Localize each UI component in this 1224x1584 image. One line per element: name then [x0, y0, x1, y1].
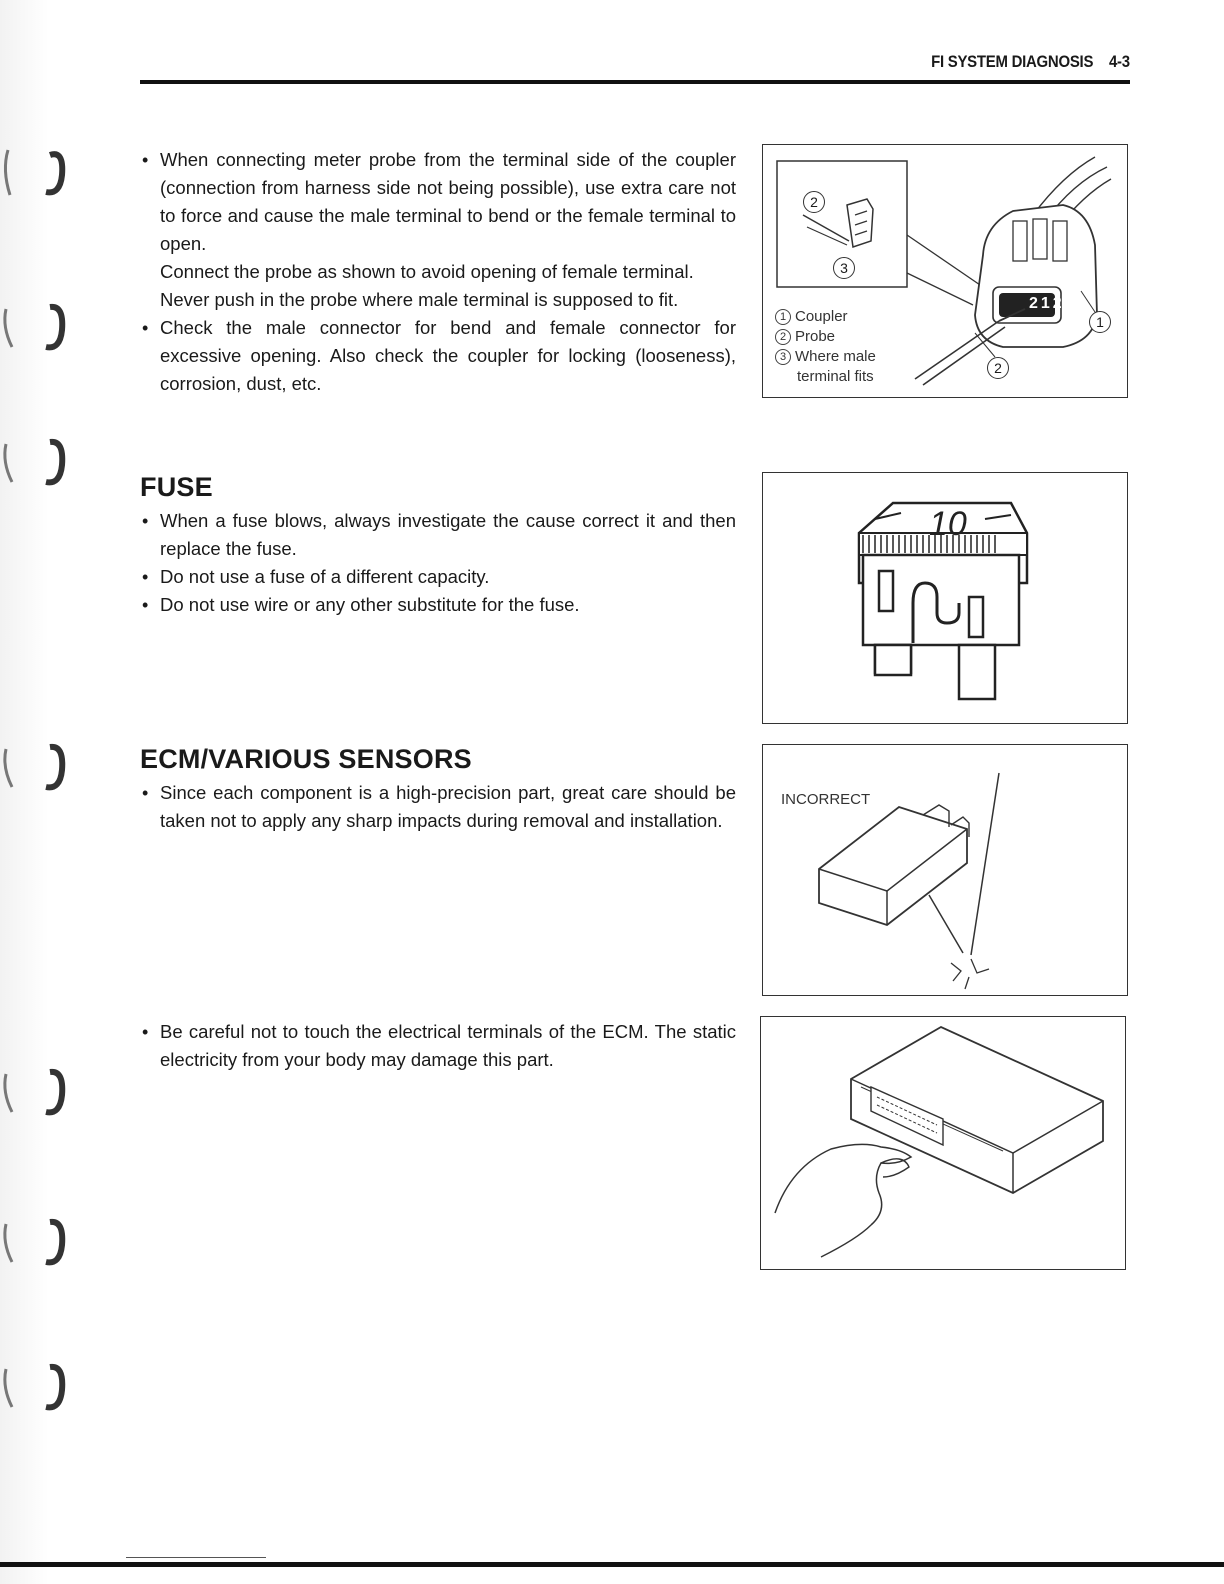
- list-item: • Do not use a fuse of a different capacity.: [140, 563, 736, 591]
- callout-probe: 2: [987, 357, 1009, 379]
- legend-item: 1 Coupler: [775, 307, 876, 327]
- list-item: • Since each component is a high-precision part, great care should be taken not to apply any sharp impacts during removal and installation.: [140, 779, 736, 835]
- page-header: [140, 50, 1130, 84]
- paragraph: • When connecting meter probe from the terminal side of the coupler (connection from harness side not being possible), use extra care not to force and cause the male terminal to bend or the female terminal to open.: [160, 149, 736, 254]
- fuse-section: [140, 472, 736, 619]
- callout-probe-inset: 2: [803, 191, 825, 213]
- ecm-drop-drawing: [763, 745, 1127, 995]
- binder-ring-icon: [0, 735, 78, 805]
- fuse-rating: 10: [929, 505, 967, 543]
- fuse-bullet-list: [140, 507, 736, 619]
- coupler-marking: 212: [1029, 295, 1065, 312]
- list-item: [140, 146, 736, 314]
- fuse-figure: [762, 472, 1128, 724]
- list-item: • When a fuse blows, always investigate the cause correct it and then replace the fuse.: [140, 507, 736, 563]
- ecm-static-bullet-list: [140, 1018, 736, 1074]
- header-title: [931, 52, 1130, 72]
- coupler-bullet-list: [140, 146, 736, 398]
- list-item: • Be careful not to touch the electrical terminals of the ECM. The static electricity from your body may damage this part.: [140, 1018, 736, 1074]
- incorrect-label: INCORRECT: [781, 791, 871, 808]
- paragraph: Never push in the probe where male terminal is supposed to fit.: [160, 289, 679, 310]
- callout-coupler: 1: [1089, 311, 1111, 333]
- legend-item: terminal fits: [797, 368, 874, 385]
- binder-ring-icon: [0, 1210, 78, 1280]
- list-item: • Do not use wire or any other substitute for the fuse.: [140, 591, 736, 619]
- coupler-instructions: [140, 146, 736, 398]
- ecm-impact-figure: [762, 744, 1128, 996]
- ecm-static-section: [140, 1018, 736, 1074]
- page-number: 4-3: [1109, 52, 1130, 71]
- figure-legend: [775, 307, 876, 387]
- binder-ring-icon: [0, 295, 78, 365]
- binder-ring-icon: [0, 1355, 78, 1425]
- callout-male-terminal: 3: [833, 257, 855, 279]
- ecm-terminal-figure: [760, 1016, 1126, 1270]
- legend-item: 2 Probe: [775, 327, 876, 347]
- section-title: ECM/VARIOUS SENSORS: [140, 744, 472, 774]
- paragraph: Connect the probe as shown to avoid opening of female terminal.: [160, 261, 694, 282]
- section-title: FUSE: [140, 472, 213, 502]
- binder-ring-icon: [0, 430, 78, 500]
- coupler-probe-figure: [762, 144, 1128, 398]
- footer-mark: [126, 1557, 266, 1558]
- ecm-bullet-list: [140, 779, 736, 835]
- list-item: [140, 314, 736, 398]
- section-name: FI SYSTEM DIAGNOSIS: [931, 52, 1094, 71]
- paragraph: • Check the male connector for bend and female connector for excessive opening. Also check the coupler for locking (looseness), corrosion, dust, etc.: [160, 317, 736, 394]
- ecm-hand-drawing: [761, 1017, 1125, 1269]
- legend-item: 3 Where male: [775, 347, 876, 367]
- footer-rule: [0, 1562, 1224, 1567]
- binder-ring-icon: [0, 140, 78, 210]
- ecm-section: [140, 744, 736, 835]
- binder-ring-icon: [0, 1060, 78, 1130]
